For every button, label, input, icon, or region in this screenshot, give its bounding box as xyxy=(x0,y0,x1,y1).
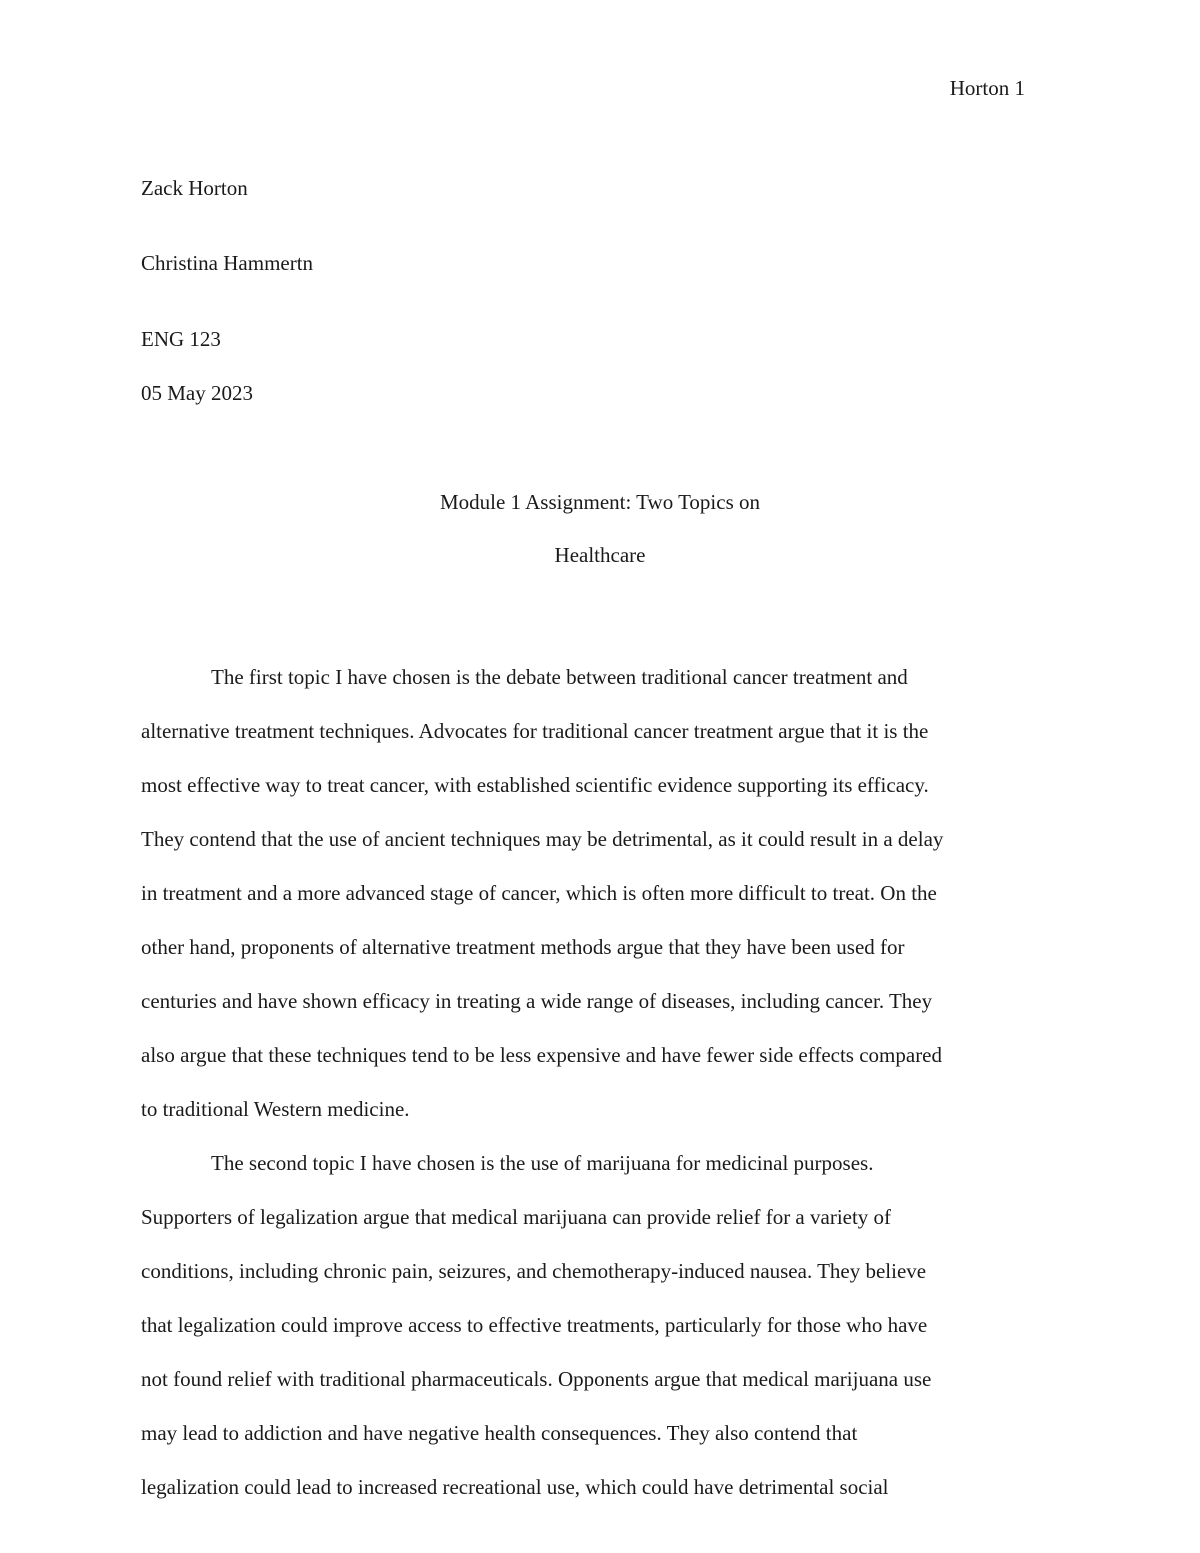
body-line: to traditional Western medicine. xyxy=(141,1097,410,1121)
body-line: legalization could lead to increased recreational use, which could have detrimental social xyxy=(141,1475,889,1499)
paragraph-1 xyxy=(141,650,1051,1136)
title-line-1: Module 1 Assignment: Two Topics on xyxy=(439,490,761,514)
body-line: conditions, including chronic pain, seizures, and chemotherapy-induced nausea. They believe xyxy=(141,1259,927,1283)
body-text xyxy=(141,650,1051,1514)
body-line: may lead to addiction and have negative health consequences. They also contend that xyxy=(141,1421,858,1445)
body-line: The second topic I have chosen is the use of marijuana for medicinal purposes. xyxy=(211,1151,874,1175)
course-code: ENG 123 xyxy=(141,327,221,351)
paragraph-2 xyxy=(141,1136,1051,1514)
body-line: Supporters of legalization argue that medical marijuana can provide relief for a variety of xyxy=(141,1205,892,1229)
instructor-name: Christina Hammertn xyxy=(141,251,314,275)
body-line: not found relief with traditional pharmaceuticals. Opponents argue that medical marijuana use xyxy=(141,1367,932,1391)
title-line-2: Healthcare xyxy=(554,543,646,567)
student-name: Zack Horton xyxy=(141,176,248,200)
body-line: also argue that these techniques tend to be less expensive and have fewer side effects compared xyxy=(141,1043,943,1067)
body-line: They contend that the use of ancient techniques may be detrimental, as it could result in a delay xyxy=(141,827,944,851)
body-line: that legalization could improve access to effective treatments, particularly for those who have xyxy=(141,1313,928,1337)
body-line: The first topic I have chosen is the debate between traditional cancer treatment and xyxy=(211,665,908,689)
body-line: other hand, proponents of alternative treatment methods argue that they have been used for xyxy=(141,935,905,959)
date: 05 May 2023 xyxy=(141,381,253,405)
body-line: in treatment and a more advanced stage of cancer, which is often more difficult to treat. On the xyxy=(141,881,937,905)
body-line: alternative treatment techniques. Advocates for traditional cancer treatment argue that it is the xyxy=(141,719,929,743)
running-head: Horton 1 xyxy=(949,76,1025,100)
body-line: centuries and have shown efficacy in treating a wide range of diseases, including cancer. They xyxy=(141,989,933,1013)
body-line: most effective way to treat cancer, with established scientific evidence supporting its efficacy. xyxy=(141,773,929,797)
